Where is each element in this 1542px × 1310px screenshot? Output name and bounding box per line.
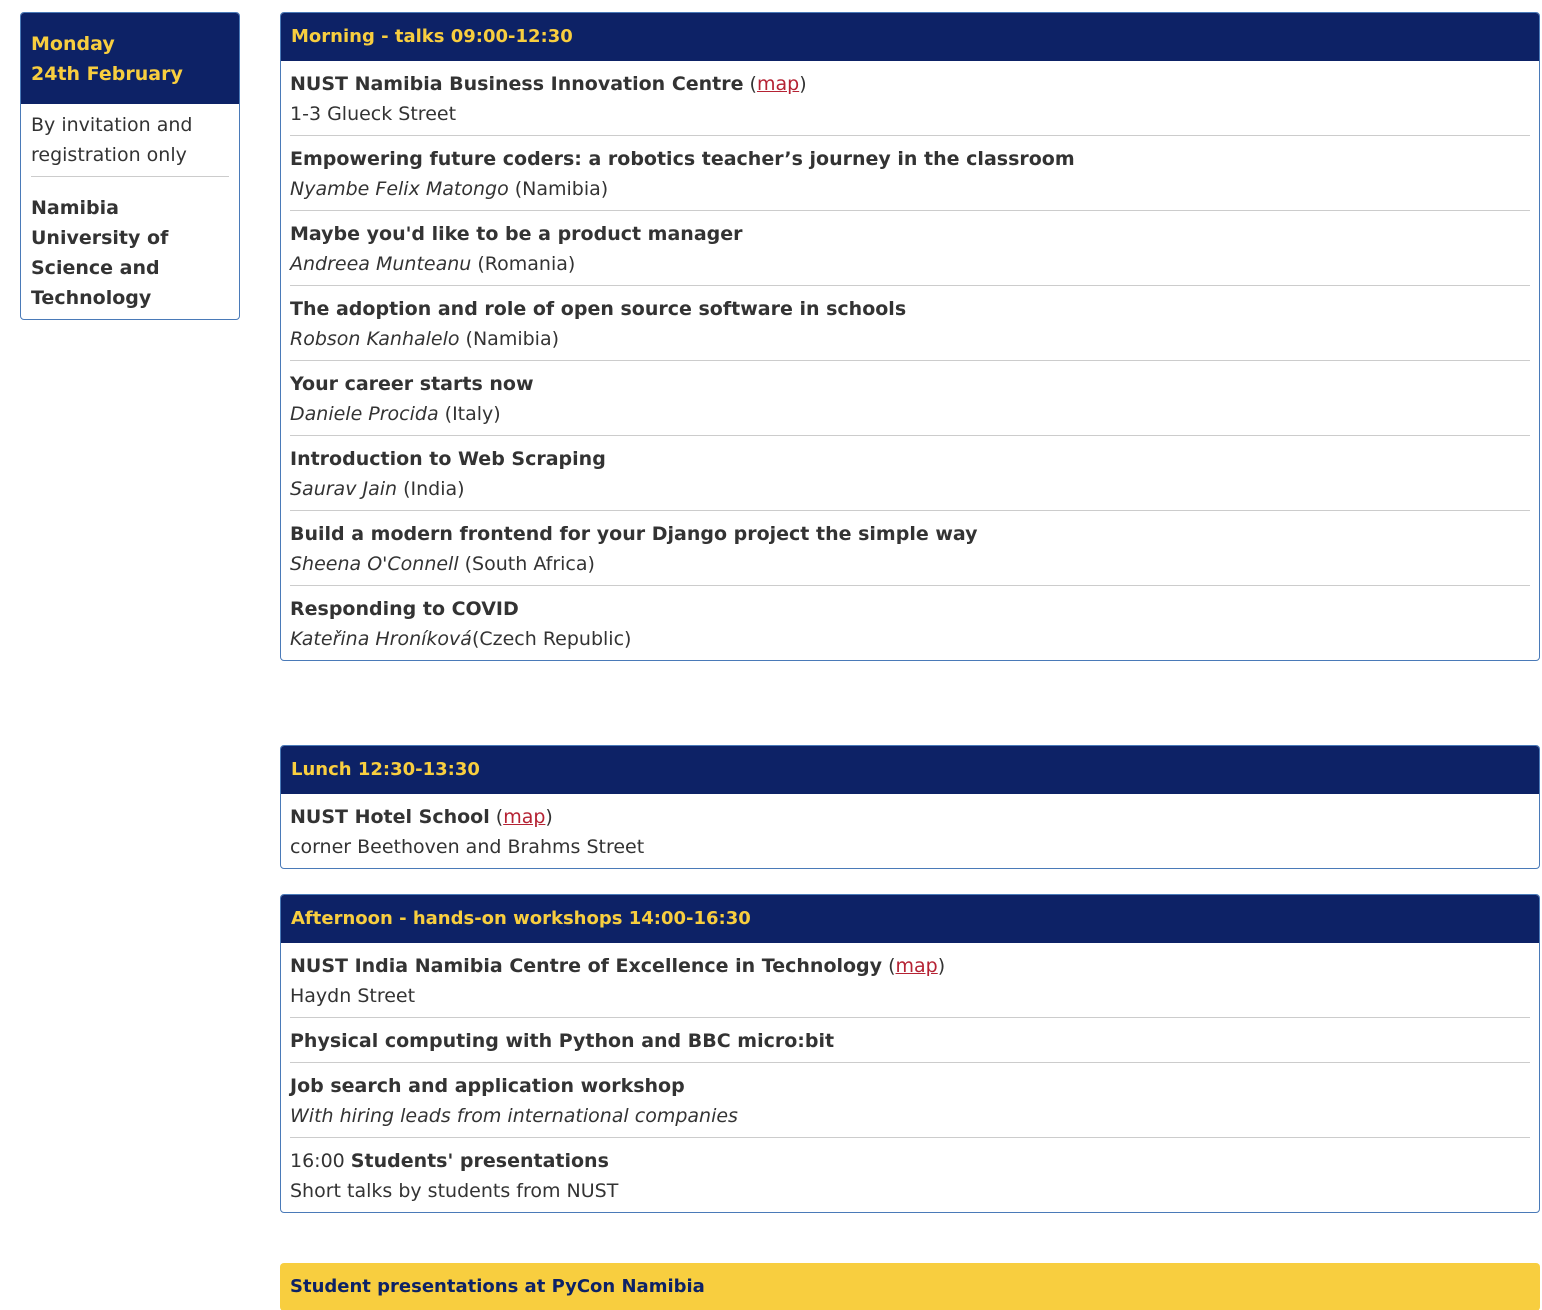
talk-speaker: Saurav Jain [290, 478, 398, 500]
afternoon-location: NUST India Namibia Centre of Excellence in Technology (map) Haydn Street [290, 943, 1530, 1018]
lunch-location: NUST Hotel School (map) corner Beethoven and Brahms Street [290, 794, 1530, 868]
day-date: 24th February [31, 63, 183, 85]
workshop-title: Physical computing with Python and BBC micro:bit [290, 1030, 835, 1052]
location-address: corner Beethoven and Brahms Street [290, 836, 645, 858]
afternoon-panel [280, 894, 1540, 1213]
talk-item [290, 586, 1530, 660]
lunch-header: Lunch 12:30-13:30 [281, 746, 1539, 794]
talk-country: (Czech Republic) [471, 628, 632, 650]
afternoon-header: Afternoon - hands-on workshops 14:00-16:30 [281, 895, 1539, 943]
presentations-item [290, 1138, 1530, 1212]
talk-title: Maybe you'd like to be a product manager [290, 223, 743, 245]
talk-speaker: Daniele Procida [290, 403, 439, 425]
talk-speaker: Robson Kanhalelo [290, 328, 460, 350]
student-presentations-header: Student presentations at PyCon Namibia [280, 1263, 1540, 1310]
presentations-title: Students' presentations [350, 1150, 609, 1172]
morning-location: NUST Namibia Business Innovation Centre (map) 1-3 Glueck Street [290, 61, 1530, 136]
morning-header: Morning - talks 09:00-12:30 [281, 13, 1539, 61]
location-name: NUST Hotel School [290, 806, 490, 828]
map-link[interactable]: map [895, 955, 938, 977]
location-name: NUST India Namibia Centre of Excellence in Technology [290, 955, 883, 977]
morning-panel [280, 12, 1540, 661]
talk-speaker: Andreea Munteanu [290, 253, 472, 275]
day-weekday: Monday [31, 33, 115, 55]
talk-country: (Romania) [471, 253, 576, 275]
talk-title: Responding to COVID [290, 598, 519, 620]
talk-title: Empowering future coders: a robotics teacher’s journey in the classroom [290, 148, 1075, 170]
workshop-item [290, 1063, 1530, 1138]
talk-item [290, 136, 1530, 211]
talk-item [290, 361, 1530, 436]
talk-title: Your career starts now [290, 373, 534, 395]
day-note: By invitation and registration only [31, 110, 229, 177]
presentations-time: 16:00 [290, 1150, 351, 1172]
talk-title: Build a modern frontend for your Django project the simple way [290, 523, 978, 545]
talk-item [290, 286, 1530, 361]
talk-country: (South Africa) [458, 553, 595, 575]
lunch-panel [280, 745, 1540, 869]
location-address: Haydn Street [290, 985, 416, 1007]
talk-item [290, 436, 1530, 511]
location-address: 1-3 Glueck Street [290, 103, 457, 125]
workshop-title: Job search and application workshop [290, 1075, 685, 1097]
student-presentations-panel [280, 1263, 1540, 1310]
workshop-subtitle: With hiring leads from international companies [290, 1105, 738, 1127]
day-card-header [21, 13, 239, 104]
talk-item [290, 511, 1530, 586]
talk-country: (Italy) [438, 403, 501, 425]
talk-speaker: Nyambe Felix Matongo [290, 178, 509, 200]
talk-country: (Namibia) [508, 178, 609, 200]
talk-title: The adoption and role of open source software in schools [290, 298, 907, 320]
map-link[interactable]: map [503, 806, 546, 828]
day-venue: Namibia University of Science and Technology [31, 197, 169, 309]
day-card [20, 12, 240, 320]
presentations-subtitle: Short talks by students from NUST [290, 1180, 619, 1202]
workshop-item [290, 1018, 1530, 1063]
talk-item [290, 211, 1530, 286]
location-name: NUST Namibia Business Innovation Centre [290, 73, 744, 95]
talk-speaker: Kateřina Hroníková [290, 628, 472, 650]
map-link[interactable]: map [756, 73, 800, 95]
talk-country: (India) [397, 478, 465, 500]
talk-country: (Namibia) [459, 328, 560, 350]
talk-speaker: Sheena O'Connell [290, 553, 459, 575]
talk-title: Introduction to Web Scraping [290, 448, 606, 470]
